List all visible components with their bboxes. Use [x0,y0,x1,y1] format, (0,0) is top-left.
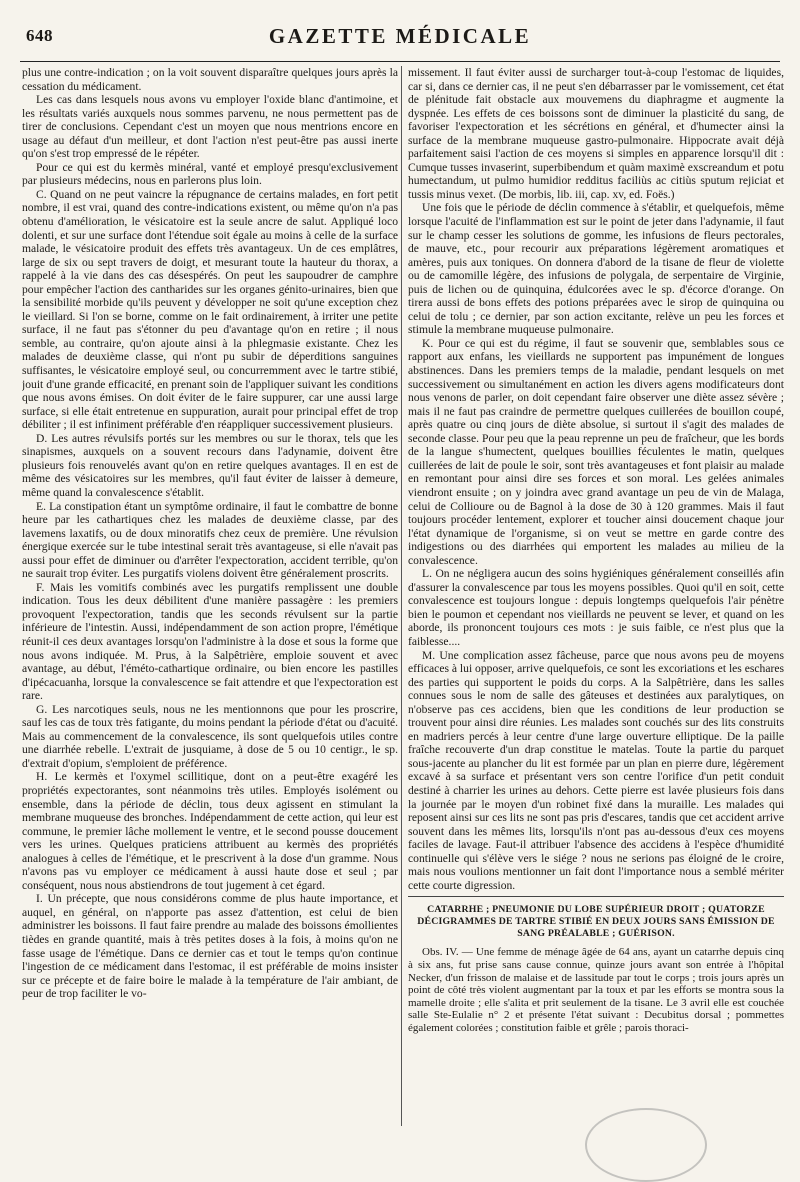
paragraph: E. La constipation étant un symptôme ordinaire, il faut le combattre de bonne heure par les cathartiques chez les malades de deuxième classe, par des lavemens laxatifs, ou de doux minoratifs chez ceux de première. Une révulsion énergique exercée sur le tube intestinal serait très avantageuse, si elle n'avait pas aussi pour effet de diminuer ou d'arrêter l'expectoration, accident terrible, qu'on ne saurait trop éviter. Les purgatifs violens doivent être généralement proscrits. [22,499,398,581]
paragraph: Pour ce qui est du kermès minéral, vanté et employé presqu'exclusivement par plusieurs médecins, nous en parlerons plus loin. [22,160,398,188]
paragraph: L. On ne négligera aucun des soins hygiéniques généralement conseillés afin d'assurer la convalescence par tous les moyens possibles. Quoi qu'il en soit, cette convalescence est toujours longue : depuis longtemps quelquefois l'air pénètre bien le poumon et cependant nos vieillards ne peuvent se lever, et quand on les aborde, ils prononcent toujours ces mots : je suis faible, ce n'est plus que la faiblesse.... [408,567,784,648]
column-divider [401,66,402,1126]
paragraph: missement. Il faut éviter aussi de surcharger tout-à-coup l'estomac de liquides, car si, dans ce dernier cas, il ne peut s'en débarrasser par le vomissement, cet état de plénitude fait obstacle aux mouvemens du diaphragme et augmente la dyspnée. Les effets de ces boissons sont de diminuer la plasticité du sang, de favoriser l'expectoration et les sécrétions en général, et d'humecter ainsi la surface de la membrane muqueuse gastro-pulmonaire. Hippocrate avait déjà parfaitement saisi l'action de ces moyens si simples en apparence lorsqu'il dit : Cumque tusses invaserint, superbibendum et quàm maximè exscreandum et potu humectandum, ut pulmo humidior redditus faciliùs ac citiùs sputum rejiciat et tussis minus vexet. (De morbis, lib. iii, cap. xv, ed. Foës.) [408,66,784,201]
page-header [24,22,776,56]
paragraph: Obs. IV. — Une femme de ménage âgée de 64 ans, ayant un catarrhe depuis cinq à six ans, fut prise sans cause connue, quinze jours avant son entrée à l'hôpital Necker, d'un frisson de malaise et de lassitude par tout le corps ; trois jours après un point de côté très violent augmentant par la toux et par les efforts se montra sous la mamelle droite ; elle s'alita et prit seulement de la tisane. Le 3 avril elle est couchée salle Ste-Eulalie n° 2 et présente l'état suivant : Decubitus dorsal ; pommettes également colorées ; constitution faible et grêle ; parois thoraci- [408,946,784,1034]
paragraph: G. Les narcotiques seuls, nous ne les mentionnons que pour les proscrire, sauf les cas de toux très fatigante, du moins pendant la période d'état ou d'acuité. Mais au commencement de la convalescence, ils sont quelquefois utiles contre une diarrhée rebelle. L'extrait de jusquiame, à dose de 5 ou 10 centigr., le sp. d'extrait d'opium, s'emploient de préférence. [22,702,398,770]
paragraph: C. Quand on ne peut vaincre la répugnance de certains malades, en fort petit nombre, il est vrai, quand des contre-indications existent, ou même qu'on n'a pas obtenu d'amélioration, le vésicatoire est la seule ancre de salut. Appliqué loco dolenti, et sur une surface dont l'étendue soit égale au moins à celle de la surface malade, le vésicatoire produit des effets très avantageux. Un de ces emplâtres, large de six ou sept travers de doigt, et mesurant toute la hauteur du thorax, a rappelé à la vie dans des cas désespérés. On peut les saupoudrer de camphre pour empêcher l'action des cantharides sur les organes génito-urinaires, bien que la sensibilité morbide qu'ils peuvent y développer ne soit qu'une exception chez le vieillard. Si l'on se borne, comme on le fait ordinairement, à irriter une petite surface, il ne faut pas s'étonner du peu d'avantage qu'on en retire ; il nous semble, au contraire, qu'on ajoute ainsi à la phlegmasie existante. Chez les malades de deuxième classe, qui n'ont pu subir de déperditions sanguines suffisantes, le vésicatoire employé seul, ou concurremment avec le tartre stibié, jouit d'une grande efficacité, en prenant soin de l'appliquer suivant les conditions que nous avons émises. On doit éviter de le faire suppurer, car une aussi large surface, si elle était entretenue en suppuration, aurait pour principal effet de trop débiliter ; il est infiniment préférable d'en réappliquer successivement plusieurs. [22,187,398,432]
paragraph: H. Le kermès et l'oxymel scillitique, dont on a peut-être exagéré les propriétés expectorantes, sont néanmoins très utiles. Employés isolément ou ensemble, dans la période de déclin, tous deux agissent en stimulant la membrane muqueuse des bronches. Indépendamment de cette action, qui leur est commune, le premier lâche mollement le ventre, et le second pousse doucement vers les urines. Quelques praticiens attribuent au kermès des propriétés analogues à celles de l'émétique, et le prescrivent à la dose d'un gramme. Nous n'avons pas vu employer ce médicament à aussi haute dose et seul ; par conséquent, nous nous abstiendrons de tout jugement à cet égard. [22,770,398,892]
case-separator [408,896,784,897]
paragraph: I. Un précepte, que nous considérons comme de plus haute importance, et auquel, en général, on n'apporte pas assez d'attention, est celui de bien administrer les boissons. Il faut faire prendre au malade des boissons émollientes tièdes en grande quantité, mais à très petites doses à la fois, à moins qu'on ne fasse usage de l'émétique. Dans ce dernier cas et tout le temps qu'on continue l'ingestion de ce médicament dans l'estomac, il est préférable de moins insister sur ce précepte et de faire boire le malade à la température de l'air ambiant, de peur de trop faciliter le vo- [22,892,398,1001]
paragraph: plus une contre-indication ; on la voit souvent disparaître quelques jours après la cessation du médicament. [22,66,398,93]
paragraph: M. Une complication assez fâcheuse, parce que nous avons peu de moyens efficaces à lui opposer, arrive quelquefois, ce sont les excoriations et les eschares des parties qui supportent le poids du corps. A la Salpêtrière, dans les salles connues sous le nom de salle des gâteuses et destinées aux paralytiques, on n'observe pas ces accidens, bien que les conditions de leur production se trouvent pour ainsi dire réunies. Les malades sont couchés sur des lits construits en madriers percés à leur centre d'une large ouverture elliptique. De la paille fraîche recouverte d'un drap constitue le matelas. Toute la partie du parquet sous-jacente au plancher du lit est formée par un plan en pierre dure, légèrement excavé à sa surface et présentant vers son centre l'orifice d'un petit conduit destiné à charrier les urines au dehors. Cette pierre est lavée plusieurs fois dans la journée par le moyen d'un robinet fixé dans la muraille. Les malades qui reposent ainsi sur ces lits ne sont pas pris d'escares, tandis que cet accident arrive souvent dans les mêmes lits, lorsqu'ils n'ont pas au-dessous d'eux ces moyens faciles de lavage. Faut-il attribuer l'absence des accidens à l'espèce d'humidité continuelle qui s'élève vers le siége ? nous ne serions pas éloigné de le croire, mais nous voulions mentionner un fait dont l'importance nous a semblé mériter cette courte digression. [408,648,784,892]
paragraph: K. Pour ce qui est du régime, il faut se souvenir que, semblables sous ce rapport aux enfans, les vieillards ne supportent pas impunément de longues abstinences. Dans les premiers temps de la maladie, pendant lesquels on met successivement ou simultanément en action les divers agens modificateurs dont nous venons de parler, on doit cependant faire observer une diète assez sévère ; mais il ne faut pas craindre de permettre quelques cuillerées de bouillon coupé, après quatre ou cinq jours de diète absolue, si surtout il s'agit des malades de seconde classe. Pour peu que la peau reprenne un peu de fraîcheur, que les bords de la langue s'humectent, quelques bouillies féculentes le matin, quelques cuillerées de lait de poule le soir, sont très avantageuses et font plaisir au malade en remontant pour ainsi dire ses forces et son moral. Les gelées animales viendront ensuite ; on y joindra avec grand avantage un peu de vin de Malaga, celui de Collioure ou de Bagnol à la dose de 30 à 120 grammes. Mais il faut toujours procéder lentement, explorer et toucher ainsi doucement chaque jour l'état dynamique de l'organisme, si on veut se mettre en garde contre des indigestions ou des diarrhées qui emportent les malades au milieu de la convalescence. [408,336,784,567]
library-stamp [585,1108,707,1182]
left-column [22,66,398,1126]
paragraph: F. Mais les vomitifs combinés avec les purgatifs remplissent une double indication. Tous les deux débilitent d'une manière passagère : les premiers provoquent l'expectoration, tandis que les seconds révulsent sur la partie inférieure de l'intestin. Aussi, indépendamment de son action propre, l'émétique réunit-il ces deux avantages lorsqu'on l'administre à la dose et sous la forme que nous avons indiquée. M. Prus, à la Salpêtrière, emploie souvent et avec avantage, au début, l'éméto-cathartique ordinaire, ou bien encore les pastilles d'ipécacuanha, lorsque la convalescence se fait attendre et que l'expectoration est rare. [22,580,398,703]
header-rule [20,61,780,62]
right-column [408,66,784,1126]
case-title: CATARRHE ; PNEUMONIE DU LOBE SUPÉRIEUR DROIT ; QUATORZE DÉCIGRAMMES DE TARTRE STIBIÉ EN DEUX JOURS SANS ÉMISSION DE SANG PRÉALABLE ; GUÉRISON. [417,904,775,940]
paragraph: Une fois que le période de déclin commence à s'établir, et quelquefois, même lorsque l'acuité de l'inflammation est sur le point de jeter dans l'adynamie, il faut sur le champ cesser les solutions de gomme, les infusions de fleurs pectorales, de mauve, etc., pour recourir aux préparations légèrement aromatiques et amères, puis aux toniques. On donnera d'abord de la tisane de fleur de violette ou de camomille légère, des infusions de polygala, de serpentaire de Virginie, puis de lichen ou de quinquina, édulcorées avec le sp. d'écorce d'orange. On tirera aussi de bons effets des potions préparées avec le sirop de quinquina ou celui de tolu ; ce dernier, par son action excitante, relève un peu les forces et stimule la membrane muqueuse pulmonaire. [408,201,784,337]
paragraph: Les cas dans lesquels nous avons vu employer l'oxide blanc d'antimoine, et les résultats variés auxquels nous sommes parvenu, ne nous permettent pas de tirer de conclusions. Cependant c'est un moyen que nous mentrions encore en usage au défaut d'un meilleur, et dont l'action n'est peut-être pas aussi inerte qu'on s'est trop empressé de le répéter. [22,93,398,161]
page-number: 648 [26,26,53,45]
journal-title: GAZETTE MÉDICALE [268,24,532,48]
paragraph: D. Les autres révulsifs portés sur les membres ou sur le thorax, tels que les sinapismes, auxquels on a souvent recours dans l'adynamie, doivent être plusieurs fois renouvelés avant qu'on en retire quelques avantages. Il en est de même des vésicatoires sur les membres, qu'il faut éviter de laisser à demeure, même quand la convalescence s'établit. [22,431,398,499]
